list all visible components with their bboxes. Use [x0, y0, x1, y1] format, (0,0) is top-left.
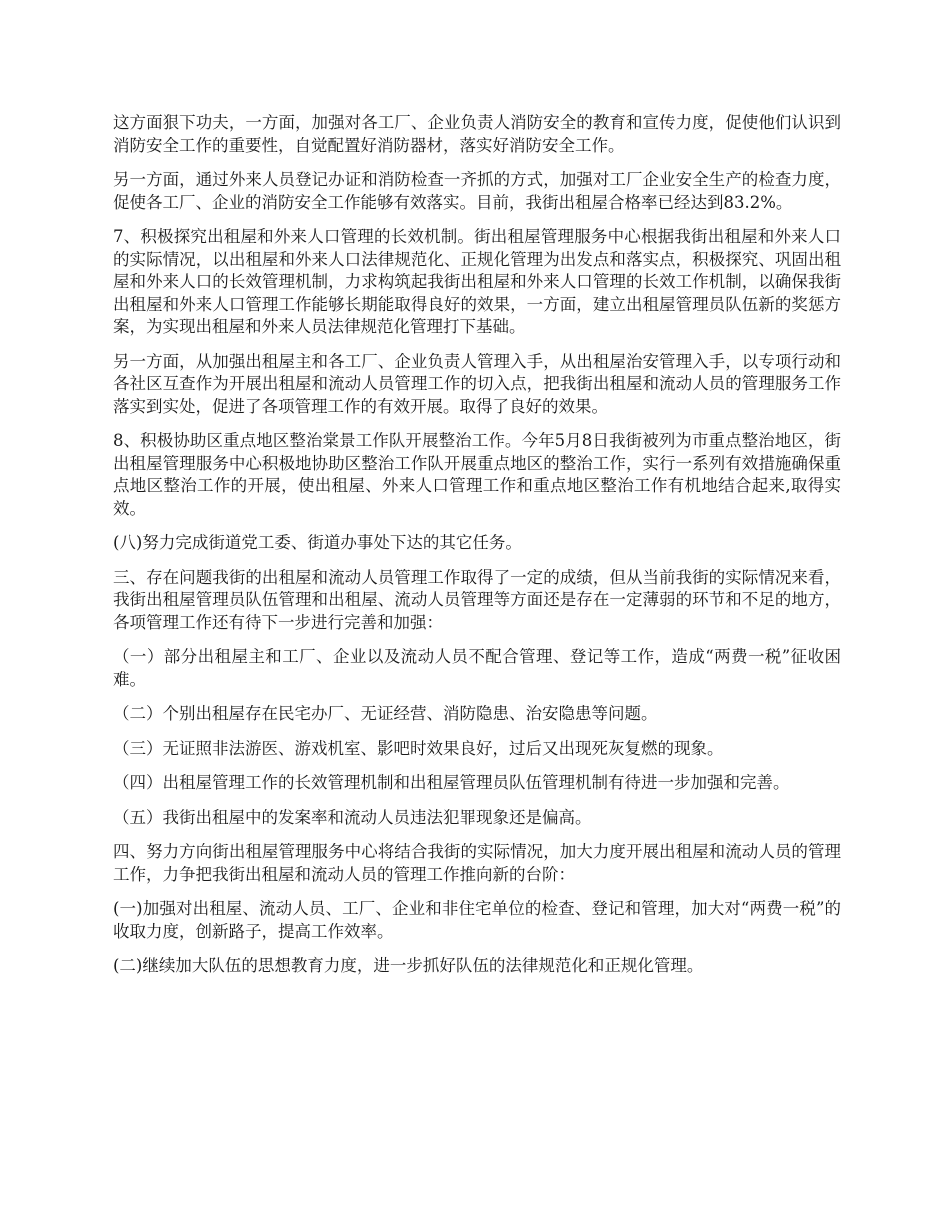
document-body — [113, 112, 841, 990]
paragraph-problem-4: （四）出租屋管理工作的长效管理机制和出租屋管理员队伍管理机制有待进一步加强和完善。 — [113, 773, 790, 792]
paragraph-section-8-other-tasks: (八)努力完成街道党工委、街道办事处下达的其它任务。 — [113, 533, 522, 552]
paragraph-problem-1: （一）部分出租屋主和工厂、企业以及流动人员不配合管理、登记等工作，造成“两费一税”征收困难。 — [113, 647, 841, 689]
paragraph-section-3-problems: 三、存在问题我街的出租屋和流动人员管理工作取得了一定的成绩，但从当前我街的实际情况来看，我街出租屋管理员队伍管理和出租屋、流动人员管理等方面还是存在一定薄弱的环节和不足的地方，各项管理工作还有待下一步进行完善和加强： — [113, 567, 841, 632]
paragraph-item-8-key-area-rectification: 8、积极协助区重点地区整治棠景工作队开展整治工作。今年5月8日我街被列为市重点整治地区，街出租屋管理服务中心积极地协助区整治工作队开展重点地区的整治工作，实行一系列有效措施确保重点地区整治工作的开展，使出租屋、外来人口管理工作和重点地区整治工作有机地结合起来,取得实效。 — [113, 431, 841, 518]
paragraph-problem-5: （五）我街出租屋中的发案率和流动人员违法犯罪现象还是偏高。 — [113, 807, 592, 827]
paragraph-landlord-management: 另一方面，从加强出租屋主和各工厂、企业负责人管理入手，从出租屋治安管理入手，以专项行动和各社区互查作为开展出租屋和流动人员管理工作的切入点，把我街出租屋和流动人员的管理服务工作落实到实处，促进了各项管理工作的有效开展。取得了良好的效果。 — [113, 351, 841, 416]
paragraph-fire-safety-education: 这方面狠下功夫，一方面，加强对各工厂、企业负责人消防安全的教育和宣传力度，促使他们认识到消防安全工作的重要性，自觉配置好消防器材，落实好消防安全工作。 — [113, 113, 841, 155]
paragraph-direction-2: (二)继续加大队伍的思想教育力度，进一步抓好队伍的法律规范化和正规化管理。 — [113, 956, 704, 975]
paragraph-direction-1: (一)加强对出租屋、流动人员、工厂、企业和非住宅单位的检查、登记和管理，加大对“两费一税”的收取力度，创新路子，提高工作效率。 — [113, 899, 841, 941]
paragraph-problem-3: （三）无证照非法游医、游戏机室、影吧时效果良好，过后又出现死灰复燃的现象。 — [113, 738, 724, 758]
paragraph-fire-inspection: 另一方面，通过外来人员登记办证和消防检查一齐抓的方式，加强对工厂企业安全生产的检查力度，促使各工厂、企业的消防安全工作能够有效落实。目前，我街出租屋合格率已经达到83.2%。 — [113, 170, 841, 212]
paragraph-item-7-long-term-mechanism: 7、积极探究出租屋和外来人口管理的长效机制。街出租屋管理服务中心根据我街出租屋和外来人口的实际情况，以出租屋和外来人口法律规范化、正规化管理为出发点和落实点，积极探究、巩固出租屋和外来人口的长效管理机制，力求构筑起我街出租屋和外来人口管理的长效工作机制，以确保我街出租屋和外来人口管理工作能够长期能取得良好的效果，一方面，建立出租屋管理员队伍新的奖惩方案，为实现出租屋和外来人员法律规范化管理打下基础。 — [113, 227, 841, 336]
paragraph-section-4-direction: 四、努力方向街出租屋管理服务中心将结合我街的实际情况，加大力度开展出租屋和流动人员的管理工作，力争把我街出租屋和流动人员的管理工作推向新的台阶： — [113, 842, 841, 884]
paragraph-problem-2: （二）个别出租屋存在民宅办厂、无证经营、消防隐患、治安隐患等问题。 — [113, 704, 658, 723]
